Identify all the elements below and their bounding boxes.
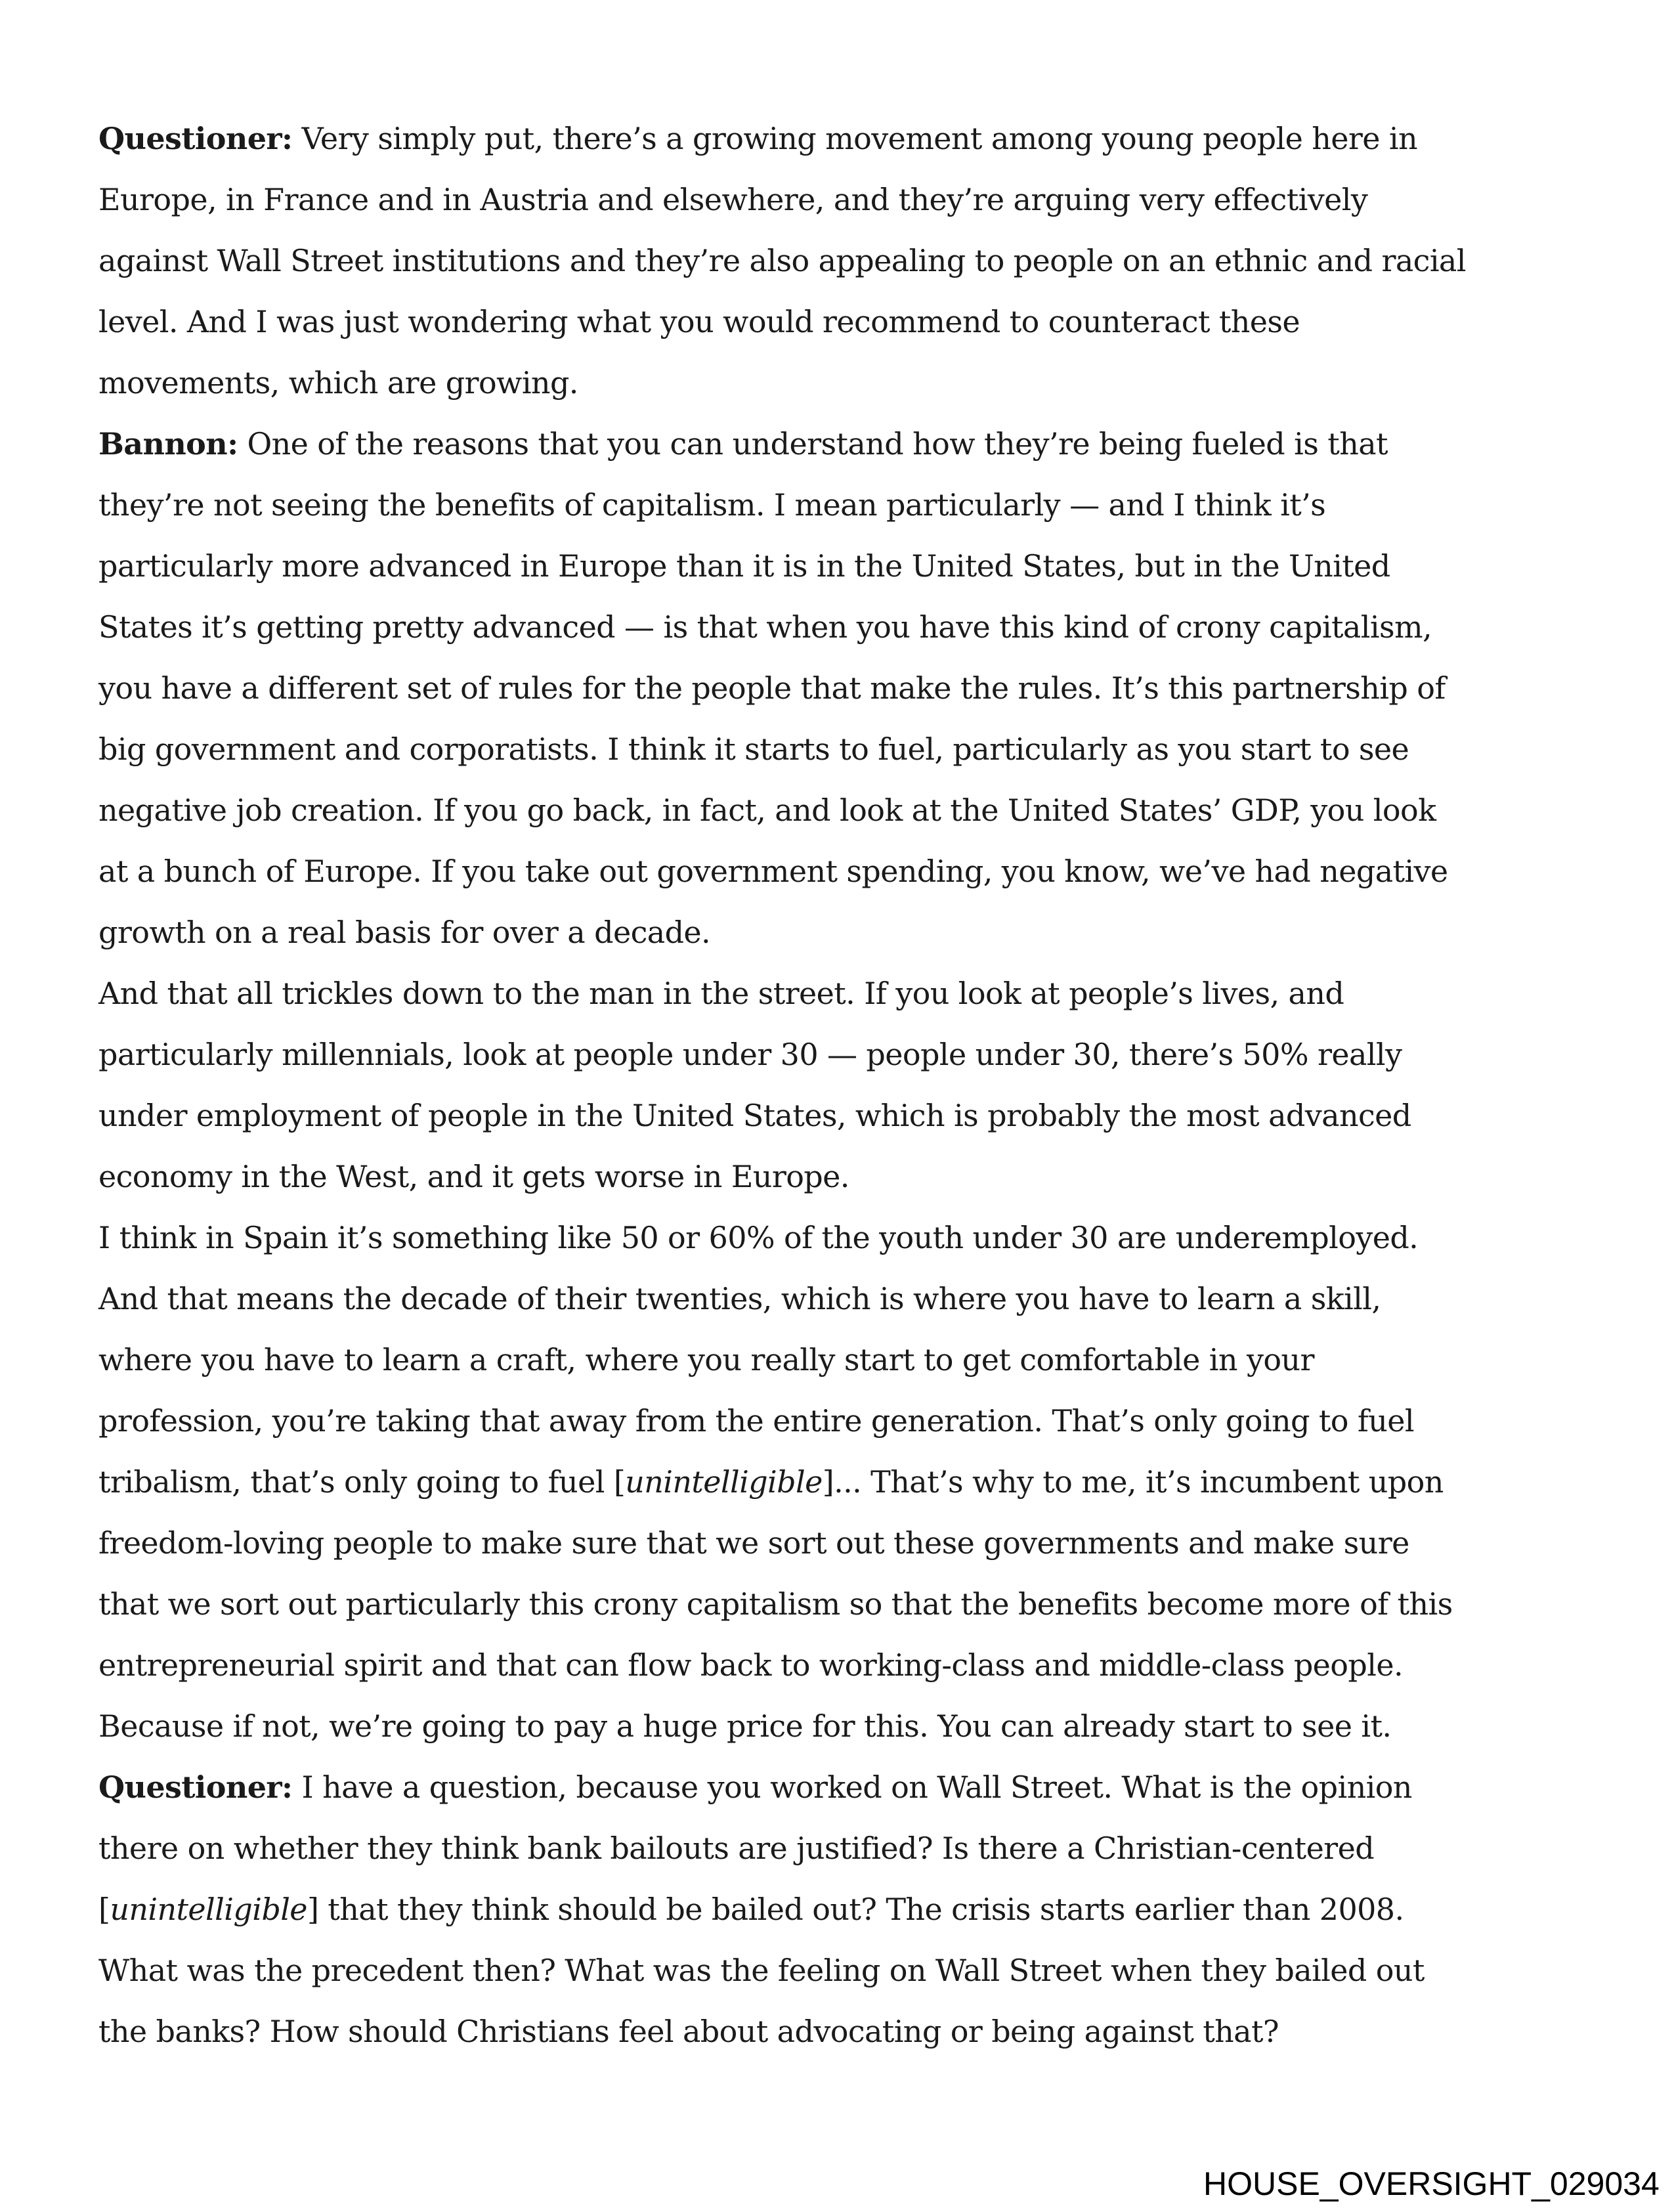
transcript-block-questioner <box>98 108 1582 414</box>
bates-number: HOUSE_OVERSIGHT_029034 <box>1203 2165 1660 2202</box>
transcript-block-bannon <box>98 414 1582 1757</box>
line-text: One of the reasons that you can understand how they’re being fueled is that <box>247 426 1388 462</box>
transcript-line <box>98 169 1582 230</box>
transcript-line <box>98 1574 1582 1635</box>
transcript-line <box>98 353 1582 414</box>
transcript-body <box>98 108 1582 2062</box>
transcript-line <box>98 1513 1582 1574</box>
line-text: movements, which are growing. <box>98 365 578 401</box>
line-text: that we sort out particularly this crony capitalism so that the benefits become more of this <box>98 1586 1453 1622</box>
line-text: there on whether they think bank bailouts are justified? Is there a Christian-centered <box>98 1831 1375 1866</box>
transcript-line <box>98 1696 1582 1757</box>
line-text: level. And I was just wondering what you would recommend to counteract these <box>98 304 1300 339</box>
line-text: you have a different set of rules for the people that make the rules. It’s this partnership of <box>98 670 1446 706</box>
line-text: What was the precedent then? What was the feeling on Wall Street when they bailed out <box>98 1953 1425 1988</box>
line-text: ]... That’s why to me, it’s incumbent upon <box>822 1464 1444 1500</box>
transcript-line <box>98 475 1582 536</box>
transcript-line <box>98 230 1582 292</box>
transcript-line <box>98 1818 1582 1879</box>
line-text: growth on a real basis for over a decade. <box>98 915 711 950</box>
line-text: particularly millennials, look at people under 30 — people under 30, there’s 50% really <box>98 1037 1402 1072</box>
transcript-line <box>98 108 1582 169</box>
speaker-label: Questioner: <box>98 121 293 156</box>
line-text: Because if not, we’re going to pay a huge price for this. You can already start to see it. <box>98 1708 1392 1744</box>
line-text: particularly more advanced in Europe than it is in the United States, but in the United <box>98 548 1390 584</box>
line-text: I think in Spain it’s something like 50 or 60% of the youth under 30 are underemployed. <box>98 1220 1419 1255</box>
transcript-line <box>98 1940 1582 2001</box>
line-text: freedom-loving people to make sure that we sort out these governments and make sure <box>98 1525 1409 1561</box>
line-text: tribalism, that’s only going to fuel [ <box>98 1464 626 1500</box>
transcript-line <box>98 597 1582 658</box>
transcript-line <box>98 841 1582 902</box>
line-text: the banks? How should Christians feel about advocating or being against that? <box>98 2014 1279 2049</box>
transcript-line <box>98 536 1582 597</box>
transcript-line <box>98 1207 1582 1269</box>
line-text: negative job creation. If you go back, in fact, and look at the United States’ GDP, you look <box>98 792 1436 828</box>
transcript-line <box>98 2001 1582 2062</box>
line-text: And that all trickles down to the man in the street. If you look at people’s lives, and <box>98 976 1344 1011</box>
transcript-line <box>98 1757 1582 1818</box>
transcript-line <box>98 1330 1582 1391</box>
line-text: States it’s getting pretty advanced — is that when you have this kind of crony capitalism, <box>98 609 1432 645</box>
editorial-note: unintelligible <box>625 1464 823 1500</box>
line-text: economy in the West, and it gets worse in Europe. <box>98 1159 849 1194</box>
transcript-line <box>98 1085 1582 1146</box>
transcript-line <box>98 1635 1582 1696</box>
line-text: they’re not seeing the benefits of capitalism. I mean particularly — and I think it’s <box>98 487 1326 523</box>
transcript-line <box>98 1024 1582 1085</box>
line-text: under employment of people in the United States, which is probably the most advanced <box>98 1098 1411 1133</box>
line-text: entrepreneurial spirit and that can flow back to working-class and middle-class people. <box>98 1647 1403 1683</box>
line-text: against Wall Street institutions and they’re also appealing to people on an ethnic and racial <box>98 243 1466 278</box>
editorial-note: unintelligible <box>110 1892 307 1927</box>
line-text: ] that they think should be bailed out? The crisis starts earlier than 2008. <box>307 1892 1404 1927</box>
line-text: big government and corporatists. I think it starts to fuel, particularly as you start to see <box>98 731 1409 767</box>
transcript-line <box>98 1452 1582 1513</box>
line-text: [ <box>98 1892 110 1927</box>
transcript-line <box>98 1879 1582 1940</box>
transcript-line <box>98 658 1582 719</box>
transcript-line <box>98 1391 1582 1452</box>
speaker-label: Questioner: <box>98 1769 293 1805</box>
transcript-line <box>98 1146 1582 1207</box>
speaker-label: Bannon: <box>98 426 238 462</box>
transcript-line <box>98 902 1582 963</box>
transcript-block-questioner <box>98 1757 1582 2062</box>
line-text: And that means the decade of their twenties, which is where you have to learn a skill, <box>98 1281 1381 1316</box>
line-text: at a bunch of Europe. If you take out government spending, you know, we’ve had negative <box>98 854 1448 889</box>
line-text: where you have to learn a craft, where you really start to get comfortable in your <box>98 1342 1314 1377</box>
transcript-line <box>98 414 1582 475</box>
transcript-line <box>98 1269 1582 1330</box>
line-text: I have a question, because you worked on Wall Street. What is the opinion <box>301 1769 1412 1805</box>
line-text: Very simply put, there’s a growing movement among young people here in <box>301 121 1418 156</box>
line-text: Europe, in France and in Austria and elsewhere, and they’re arguing very effectively <box>98 182 1368 217</box>
line-text: profession, you’re taking that away from the entire generation. That’s only going to fuel <box>98 1403 1415 1439</box>
transcript-line <box>98 719 1582 780</box>
transcript-line <box>98 780 1582 841</box>
transcript-line <box>98 292 1582 353</box>
transcript-line <box>98 963 1582 1024</box>
